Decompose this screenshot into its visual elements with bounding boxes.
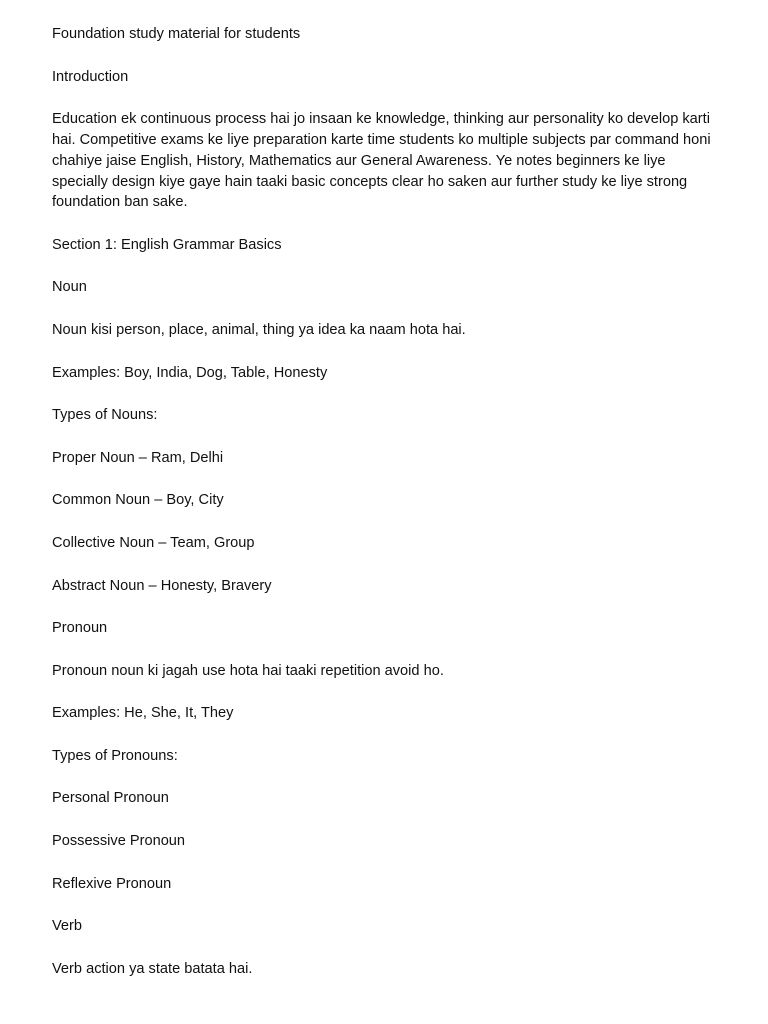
pronoun-heading: Pronoun: [52, 620, 108, 637]
noun-types-heading: Types of Nouns:: [52, 407, 158, 424]
intro-paragraph: Education ek continuous process hai jo insaan ke knowledge, thinking aur personality ko develop karti hai. Competitive exams ke liye preparation karte time students ko multiple subjects par command honi chahiye jaise English, History, Mathematics aur General Awareness. Ye notes beginners ke liye specially design kiye gaye hain taaki basic concepts clear ho saken aur further study ke liye strong foundation ban sake.: [52, 111, 711, 211]
pronoun-types-heading: Types of Pronouns:: [52, 747, 178, 764]
document-title: Foundation study material for students: [52, 26, 301, 42]
noun-type-collective: Collective Noun – Team, Group: [52, 534, 255, 551]
verb-heading: Verb: [52, 918, 83, 935]
pronoun-type-reflexive: Reflexive Pronoun: [52, 875, 172, 892]
noun-type-proper: Proper Noun – Ram, Delhi: [52, 449, 224, 466]
noun-type-common: Common Noun – Boy, City: [52, 492, 224, 509]
document-page: [52, 24, 722, 1001]
section-1-heading: Section 1: English Grammar Basics: [52, 236, 282, 253]
noun-heading: Noun: [52, 279, 87, 296]
pronoun-type-possessive: Possessive Pronoun: [52, 833, 186, 850]
pronoun-type-personal: Personal Pronoun: [52, 790, 169, 807]
noun-type-abstract: Abstract Noun – Honesty, Bravery: [52, 577, 272, 594]
noun-examples: Examples: Boy, India, Dog, Table, Honesty: [52, 364, 328, 381]
pronoun-definition: Pronoun noun ki jagah use hota hai taaki repetition avoid ho.: [52, 662, 444, 679]
pronoun-examples: Examples: He, She, It, They: [52, 705, 234, 722]
noun-definition: Noun kisi person, place, animal, thing ya idea ka naam hota hai.: [52, 321, 466, 338]
intro-heading: Introduction: [52, 68, 129, 85]
verb-definition: Verb action ya state batata hai.: [52, 960, 253, 977]
